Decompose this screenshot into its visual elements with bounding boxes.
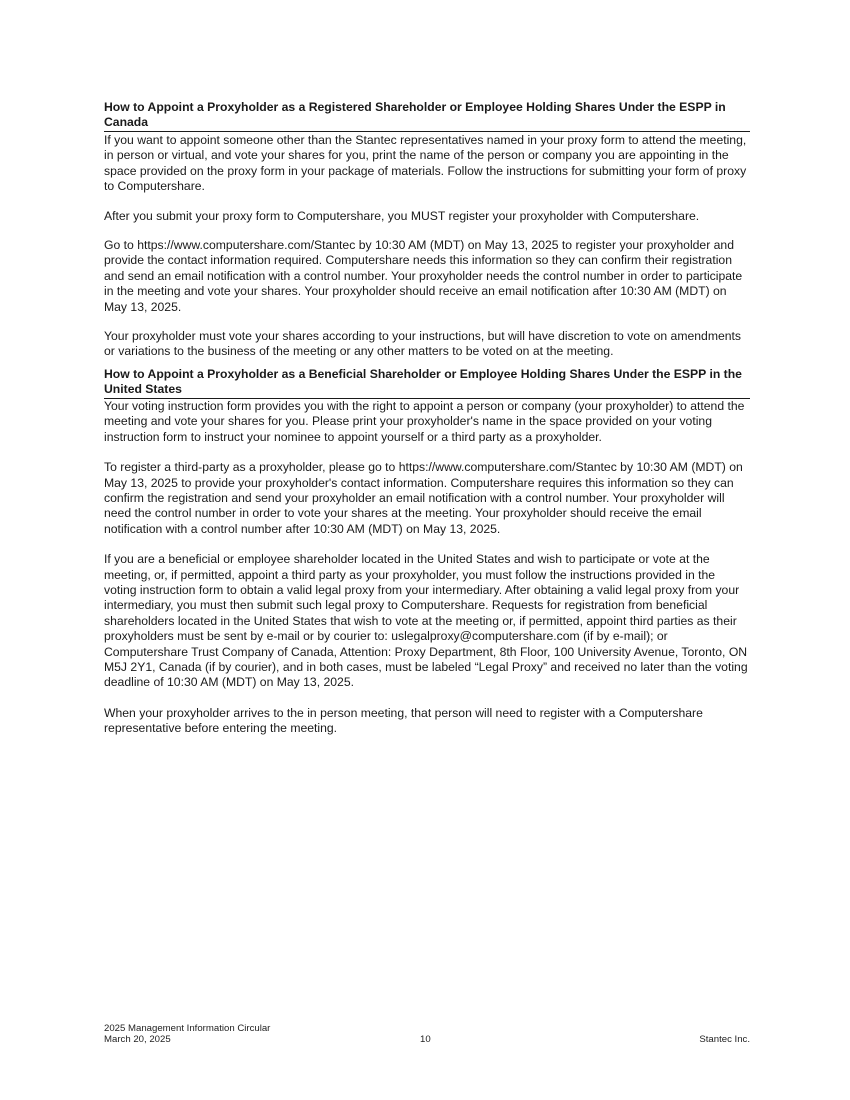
page-number: 10 <box>420 1034 431 1045</box>
paragraph: When your proxyholder arrives to the in person meeting, that person will need to register with a Computershare representative before entering the meeting. <box>104 705 703 736</box>
section-registered-shareholder <box>104 100 750 360</box>
footer-left <box>104 1023 270 1045</box>
paragraph: If you want to appoint someone other than the Stantec representatives named in your proxy form to attend the meeting, in person or virtual, and vote your shares for you, print the name of the person or company you are appointing in the space provided on the proxy form in your package of materials. Follow the instructions for submitting your form of proxy to Computershare. <box>104 133 747 194</box>
paragraph: After you submit your proxy form to Computershare, you MUST register your proxyholder with Computershare. <box>104 208 700 223</box>
footer-doc-title: 2025 Management Information Circular <box>104 1023 271 1034</box>
document-page <box>104 100 750 737</box>
paragraph: If you are a beneficial or employee shareholder located in the United States and wish to participate or vote at the meeting, or, if permitted, appoint a third party as your proxyholder, you must follow the instructions provided in the voting instruction form to obtain a valid legal proxy from your intermediary. After obtaining a valid legal proxy from your intermediary, you must then submit such legal proxy to Computershare. Requests for registration from beneficial shareholders located in the United States that wish to vote at the meeting or, if permitted, appoint third parties as their proxyholders must be sent by e-mail or by courier to: uslegalproxy@computershare.com (if by e-mail); or Computershare Trust Company of Canada, Attention: Proxy Department, 8th Floor, 100 University Avenue, Toronto, ON M5J 2Y1, Canada (if by courier), and in both cases, must be labeled “Legal Proxy” and received no later than the voting deadline of 10:30 AM (MDT) on May 13, 2025. <box>104 552 748 690</box>
paragraph: Your proxyholder must vote your shares according to your instructions, but will have discretion to vote on amendments or variations to the business of the meeting or any other matters to be voted on at the meeting. <box>104 329 742 359</box>
paragraph: Go to https://www.computershare.com/Stantec by 10:30 AM (MDT) on May 13, 2025 to register your proxyholder and provide the contact information required. Computershare needs this information so they can confirm their registration and send an email notification with a control number. Your proxyholder needs the control number in order to participate in the meeting and vote your shares. Your proxyholder should receive an email notification after 10:30 AM (MDT) on May 13, 2025. <box>104 238 743 314</box>
footer-date: March 20, 2025 <box>104 1034 171 1045</box>
paragraph: Your voting instruction form provides you with the right to appoint a person or company (your proxyholder) to attend the meeting and vote your shares for you. Please print your proxyholder's name in the space provided on your voting instruction form to instruct your nominee to appoint yourself or a third party as a proxyholder. <box>104 398 745 444</box>
footer-company: Stantec Inc. <box>699 1034 750 1045</box>
section-beneficial-shareholder <box>104 367 750 737</box>
section-heading: How to Appoint a Proxyholder as a Beneficial Shareholder or Employee Holding Shares Under the ESPP in the United States <box>104 367 750 399</box>
section-heading: How to Appoint a Proxyholder as a Registered Shareholder or Employee Holding Shares Under the ESPP in Canada <box>104 100 750 132</box>
paragraph: To register a third-party as a proxyholder, please go to https://www.computershare.com/Stantec by 10:30 AM (MDT) on May 13, 2025 to provide your proxyholder's contact information. Computershare requires this information so they can confirm the registration and send your proxyholder an email notification with a control number. Your proxyholder will need the control number in order to vote your shares at the meeting. Your proxyholder should receive the email notification with a control number after 10:30 AM (MDT) on May 13, 2025. <box>104 460 743 536</box>
